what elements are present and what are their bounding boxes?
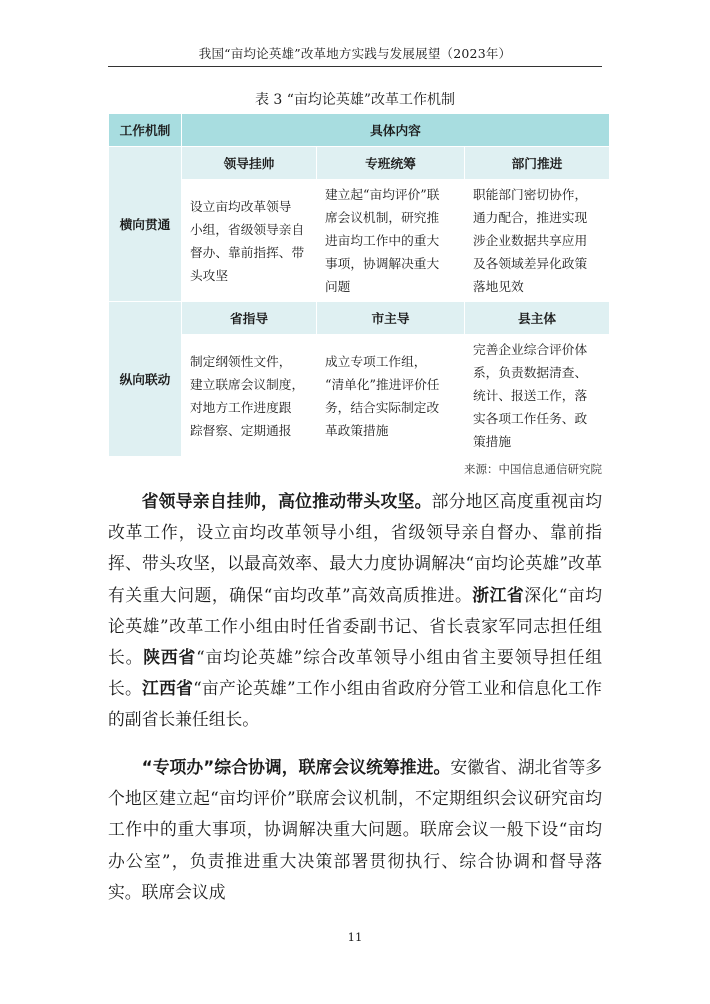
sub-header: 省指导	[182, 302, 317, 335]
col-header-content: 具体内容	[182, 114, 610, 147]
table-row	[109, 335, 610, 457]
table-cell: 成立专项工作组， “清单化”推进评价任 务，结合实际制定改 革政策措施	[317, 335, 465, 457]
table-cell: 制定纲领性文件， 建立联席会议制度， 对地方工作进度跟 踪督察、定期通报	[182, 335, 317, 457]
row-label-vertical: 纵向联动	[109, 302, 182, 457]
page-number: 11	[347, 930, 363, 944]
province-name: 江西省	[142, 678, 194, 699]
paragraph-text: 部分地区高度重视亩均改革工作，设立亩均改革领导小组，省级领导亲自督办、靠前指挥、带头攻坚，以最高效率、最大力度协调解决“亩均论英雄”改革有关重大问题，确保“亩均改革”高效高质推进。	[108, 491, 602, 605]
sub-header: 部门推进	[465, 147, 610, 180]
table-source: 来源：中国信息通信研究院	[464, 462, 602, 476]
paragraph-text: “亩均论英雄”综合改革领导小组由省主要领导担任组长。	[108, 647, 602, 699]
table-row	[109, 302, 610, 335]
table-cell: 完善企业综合评价体 系，负责数据清查、 统计、报送工作，落 实各项工作任务、政 策措施	[465, 335, 610, 457]
running-header: 我国“亩均论英雄”改革地方实践与发展展望（2023年）	[198, 46, 512, 61]
sub-header: 领导挂帅	[182, 147, 317, 180]
sub-header: 专班统筹	[317, 147, 465, 180]
table-cell: 设立亩均改革领导 小组，省级领导亲自 督办、靠前指挥、带 头攻坚	[182, 180, 317, 302]
sub-header: 县主体	[465, 302, 610, 335]
col-header-mechanism: 工作机制	[109, 114, 182, 147]
row-label-horizontal: 横向贯通	[109, 147, 182, 302]
work-mechanism-table	[108, 113, 610, 457]
header-rule	[108, 66, 602, 67]
table-cell: 职能部门密切协作， 通力配合，推进实现 涉企业数据共享应用 及各领域差异化政策 落地见效	[465, 180, 610, 302]
body-paragraph	[108, 486, 602, 736]
paragraph-lead: “专项办”综合协调，联席会议统筹推进。	[141, 757, 451, 777]
table-row	[109, 180, 610, 302]
table-caption: 表 3 “亩均论英雄”改革工作机制	[254, 92, 456, 108]
paragraph-lead: 省领导亲自挂帅，高位推动带头攻坚。	[141, 491, 432, 511]
body-paragraph	[108, 752, 602, 908]
province-name: 陕西省	[143, 647, 197, 668]
table-cell: 建立起“亩均评价”联 席会议机制，研究推 进亩均工作中的重大 事项，协调解决重大 问题	[317, 180, 465, 302]
paragraph-text: “亩产论英雄”工作小组由省政府分管工业和信息化工作的副省长兼任组长。	[108, 678, 602, 730]
sub-header: 市主导	[317, 302, 465, 335]
table-row	[109, 147, 610, 180]
table-header-row	[109, 114, 610, 147]
province-name: 浙江省	[472, 584, 525, 605]
paragraph-text: 安徽省、湖北省等多个地区建立起“亩均评价”联席会议机制，不定期组织会议研究亩均工作中的重大事项，协调解决重大问题。联席会议一般下设“亩均办公室”，负责推进重大决策部署贯彻执行、综合协调和督导落实。联席会议成	[108, 757, 602, 902]
paragraph-text: 深化“亩均论英雄”改革工作小组由时任省委副书记、省长袁家军同志担任组长。	[108, 584, 602, 668]
